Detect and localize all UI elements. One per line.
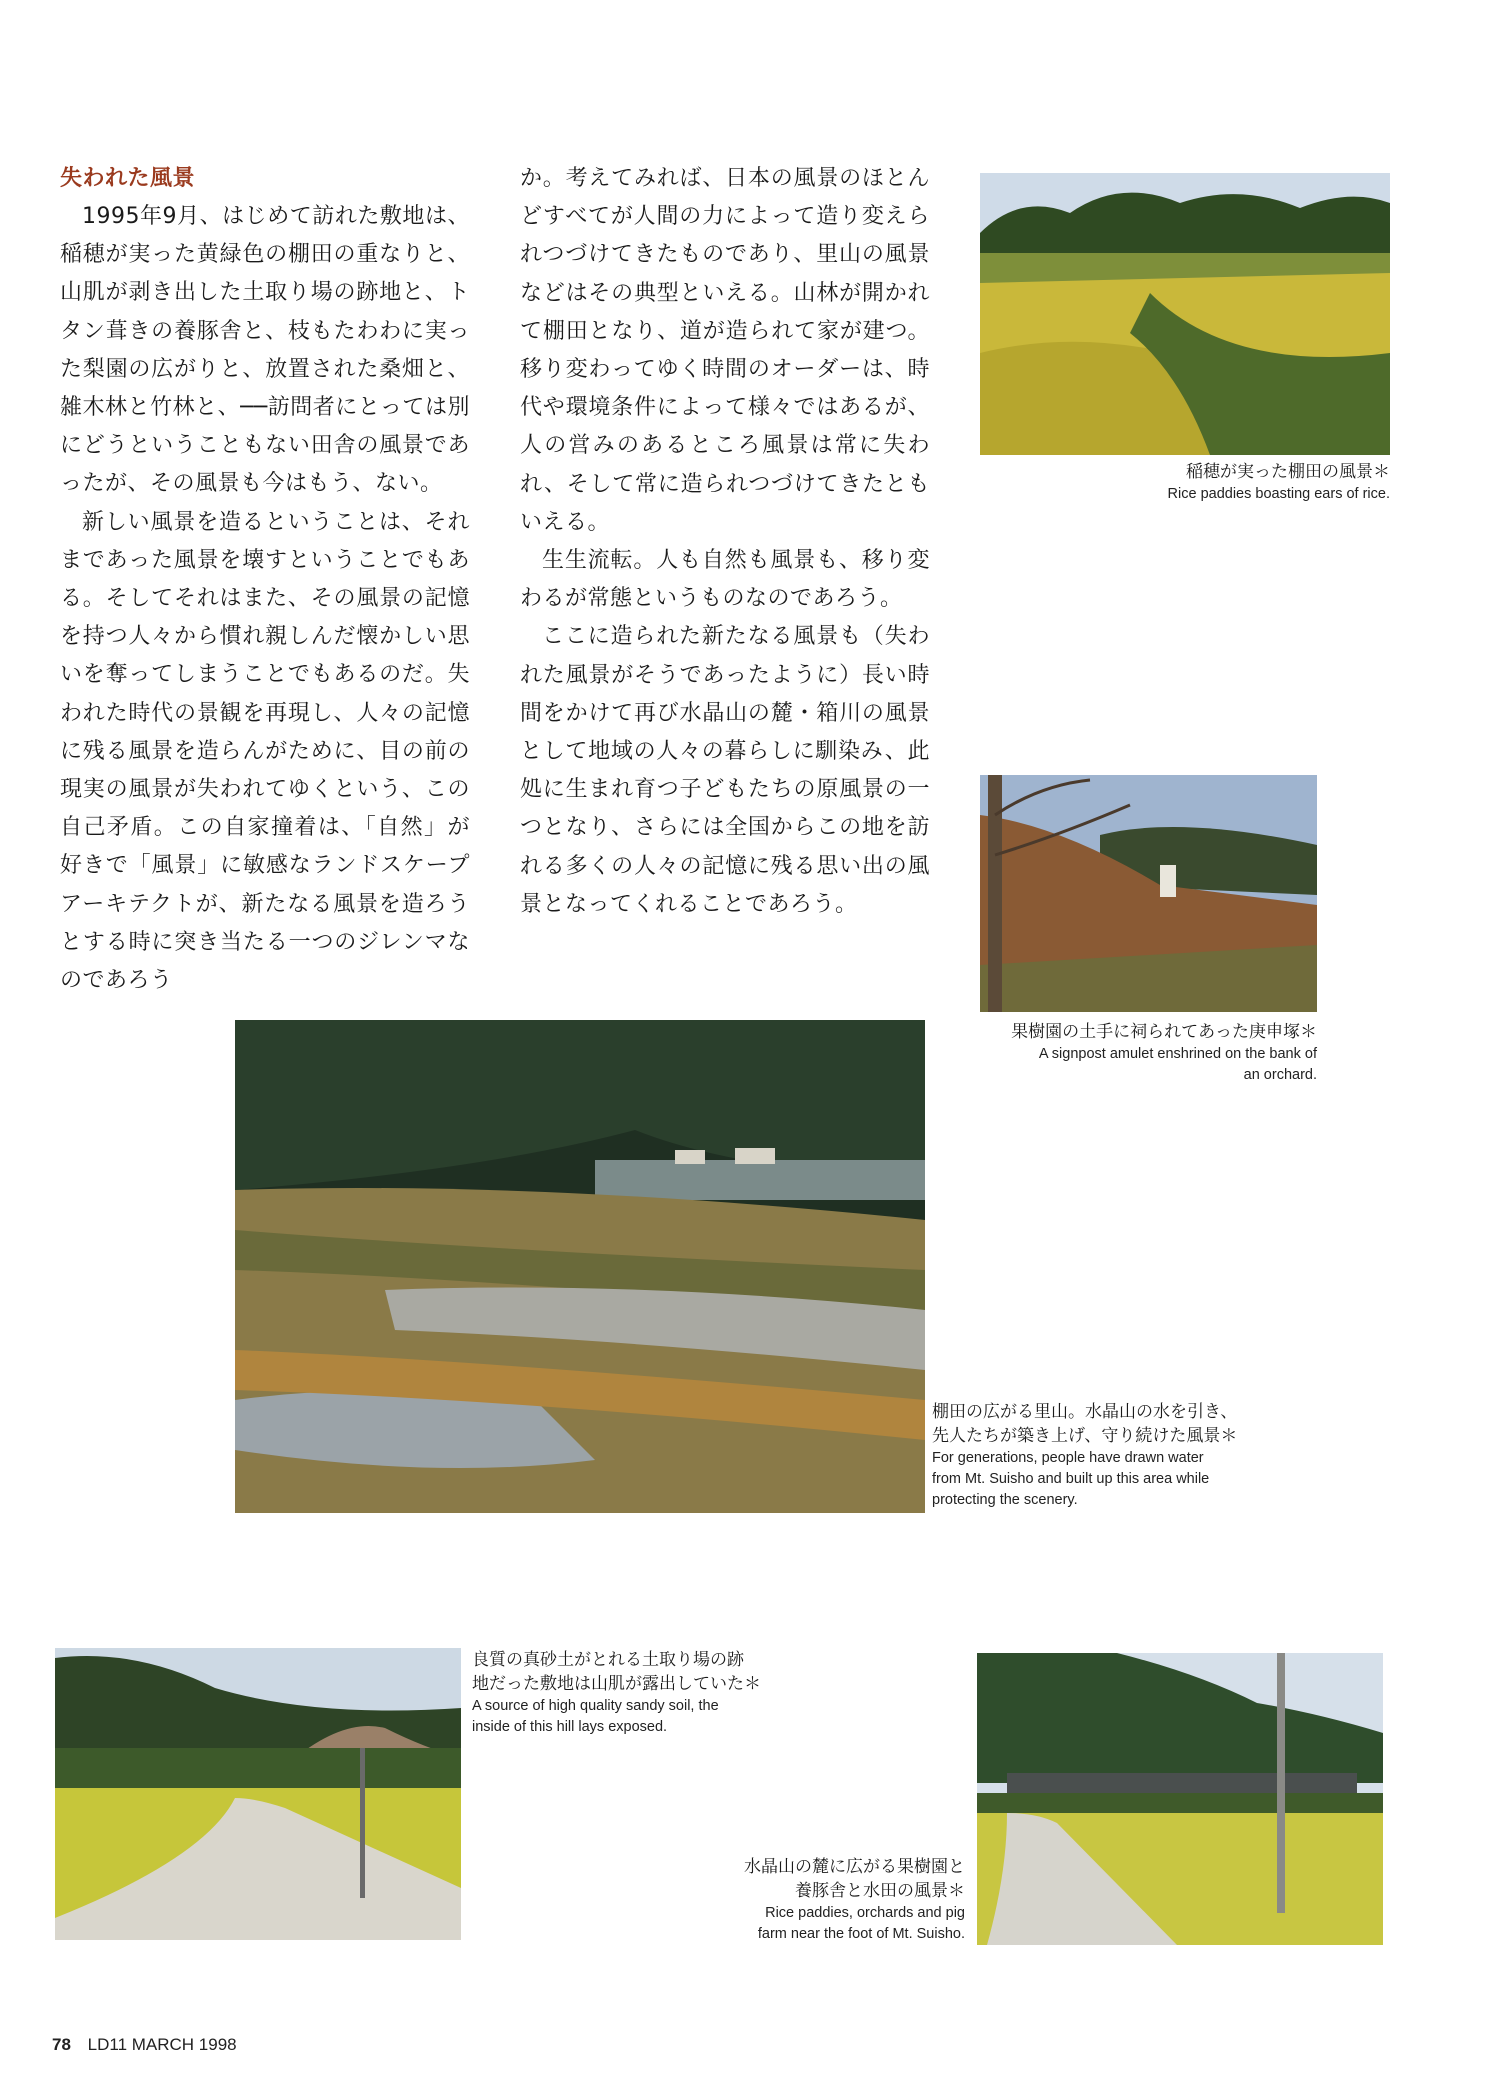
article-column-left (60, 160, 470, 1000)
caption-orchard: 水晶山の麓に広がる果樹園と 養豚舎と水田の風景＊ Rice paddies, orchards and pig farm near the foot of Mt. Suisho. (744, 1857, 965, 1942)
article-column-right (520, 160, 930, 924)
paragraph: ここに造られた新たなる風景も（失われた風景がそうであったように）長い時間をかけて再び水晶山の麓・箱川の風景として地域の人々の暮らしに馴染み、此処に生まれ育つ子どもたちの原風景の一つとなり、さらには全国からこの地を訪れる多くの人々の記憶に残る思い出の風景となってくれることであろう。 (520, 624, 930, 917)
page-number: 78 (52, 2035, 71, 2054)
paragraph: 生生流転。人も自然も風景も、移り変わるが常態というものなのであろう。 (520, 548, 930, 612)
caption-soil: 良質の真砂土がとれる土取り場の跡 地だった敷地は山肌が露出していた＊ A source of high quality sandy soil, the inside of this hill lays exposed. (472, 1650, 761, 1735)
caption-rice: 稲穂が実った棚田の風景＊ Rice paddies boasting ears of rice. (1167, 462, 1390, 502)
caption-satoyama: 棚田の広がる里山。水晶山の水を引き、 先人たちが築き上げ、守り続けた風景＊ For generations, people have drawn water from Mt. Suisho and built up this area while protecting the scenery. (932, 1402, 1238, 1508)
paragraph: 1995年9月、はじめて訪れた敷地は、稲穂が実った黄緑色の棚田の重なりと、山肌が剥き出した土取り場の跡地と、トタン葺きの養豚舎と、枝もたわわに実った梨園の広がりと、放置された桑畑と、雑木林と竹林と、──訪問者にとっては別にどうということもない田舎の風景であったが、その風景も今はもう、ない。 (60, 204, 470, 497)
page-footer (52, 2035, 237, 2055)
paragraph: か。考えてみれば、日本の風景のほとんどすべてが人間の力によって造り変えられつづけてきたものであり、里山の風景などはその典型といえる。山林が開かれて棚田となり、道が造られて家が建つ。移り変わってゆく時間のオーダーは、時代や環境条件によって様々ではあるが、人の営みのあるところ風景は常に失われ、そして常に造られつづけてきたともいえる。 (520, 166, 930, 535)
amulet-photo (980, 775, 1317, 1012)
orchard-farm-photo (977, 1653, 1383, 1945)
issue-label: LD11 MARCH 1998 (87, 2035, 237, 2054)
section-heading: 失われた風景 (60, 166, 196, 191)
satoyama-photo (235, 1020, 925, 1513)
paragraph: 新しい風景を造るということは、それまであった風景を壊すということでもある。そしてそれはまた、その風景の記憶を持つ人々から慣れ親しんだ懐かしい思いを奪ってしまうことでもあるのだ。失われた時代の景観を再現し、人々の記憶に残る風景を造らんがために、目の前の現実の風景が失われてゆくという、この自己矛盾。この自家撞着は、「自然」が好きで「風景」に敏感なランドスケープアーキテクトが、新たなる風景を造ろうとする時に突き当たる一つのジレンマなのであろう (60, 509, 470, 994)
caption-amulet: 果樹園の土手に祠られてあった庚申塚＊ A signpost amulet enshrined on the bank of an orchard. (1011, 1022, 1317, 1083)
soil-pit-photo (55, 1648, 461, 1940)
rice-paddy-photo (980, 173, 1390, 455)
